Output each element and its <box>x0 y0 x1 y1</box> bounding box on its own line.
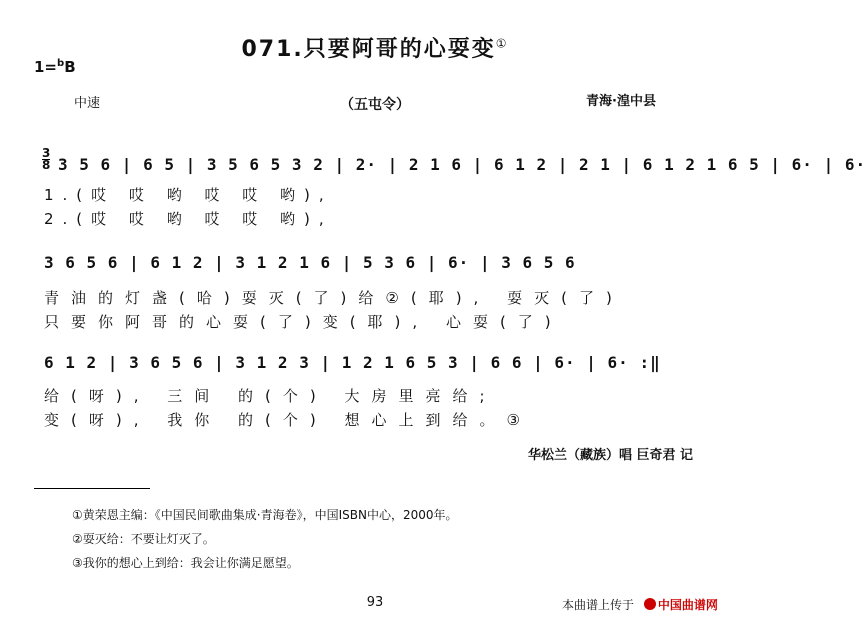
notation-line-1: 3 5 6 | 6 5 | 3 5 6 5 3 2 | 2· | 2 1 6 | 6 1 2 | 2 1 | 6 1 2 1 6 5 | 6· | 6· <box>58 155 866 174</box>
tempo-marking: 中速 <box>74 96 101 111</box>
lyrics-line-1-verse-2: 2.(哎 哎 哟 哎 哎 哟), <box>44 210 333 228</box>
footnote-2: ②耍灭给：不要让灯灭了。 <box>72 532 215 546</box>
upload-attribution <box>562 596 718 613</box>
key-signature <box>34 58 76 76</box>
site-logo[interactable] <box>644 596 718 613</box>
notation-line-2: 3 6 5 6 | 6 1 2 | 3 1 2 1 6 | 5 3 6 | 6· | 3 6 5 6 <box>44 253 576 272</box>
time-top: 3 <box>42 146 51 160</box>
footnote-separator <box>34 488 150 489</box>
lyrics-line-3-verse-2: 变(呀), 我你 的(个) 想心上到给。③ <box>44 411 532 429</box>
style-label: （五屯令） <box>340 97 410 113</box>
notation-line-3: 6 1 2 | 3 6 5 6 | 3 1 2 3 | 1 2 1 6 5 3 | 6 6 | 6· | 6· :‖ <box>44 353 661 372</box>
key-note: B <box>64 58 76 76</box>
lyrics-line-2-verse-1: 青油的灯盏(哈)耍灭(了)给②(耶), 耍灭(了) <box>44 289 624 307</box>
page-title <box>0 32 750 63</box>
time-signature <box>42 148 50 171</box>
lyrics-line-1-verse-1: 1.(哎 哎 哟 哎 哎 哟), <box>44 186 333 204</box>
flat-sign: b <box>57 58 65 69</box>
key-label: 1= <box>34 58 58 76</box>
title-text: 071.只要阿哥的心耍变 <box>241 37 496 62</box>
page-number: 93 <box>366 595 384 610</box>
region-label: 青海·湟中县 <box>586 94 656 109</box>
credit-line: 华松兰（藏族）唱 巨奇君 记 <box>528 448 694 463</box>
lyrics-line-2-verse-2: 只要你阿哥的心耍(了)变(耶), 心耍(了) <box>44 313 563 331</box>
time-bottom: 8 <box>42 158 51 172</box>
title-footnote-mark: ① <box>495 36 509 51</box>
lyrics-line-3-verse-1: 给(呀), 三间 的(个) 大房里亮给; <box>44 387 497 405</box>
logo-icon <box>644 598 656 610</box>
logo-text: 中国曲谱网 <box>657 598 718 612</box>
footnote-3: ③我你的想心上到给：我会让你满足愿望。 <box>72 556 299 570</box>
upload-text: 本曲谱上传于 <box>562 598 635 612</box>
footnote-1: ①黄荣恩主编：《中国民间歌曲集成·青海卷》，中国ISBN中心，2000年。 <box>72 508 458 522</box>
